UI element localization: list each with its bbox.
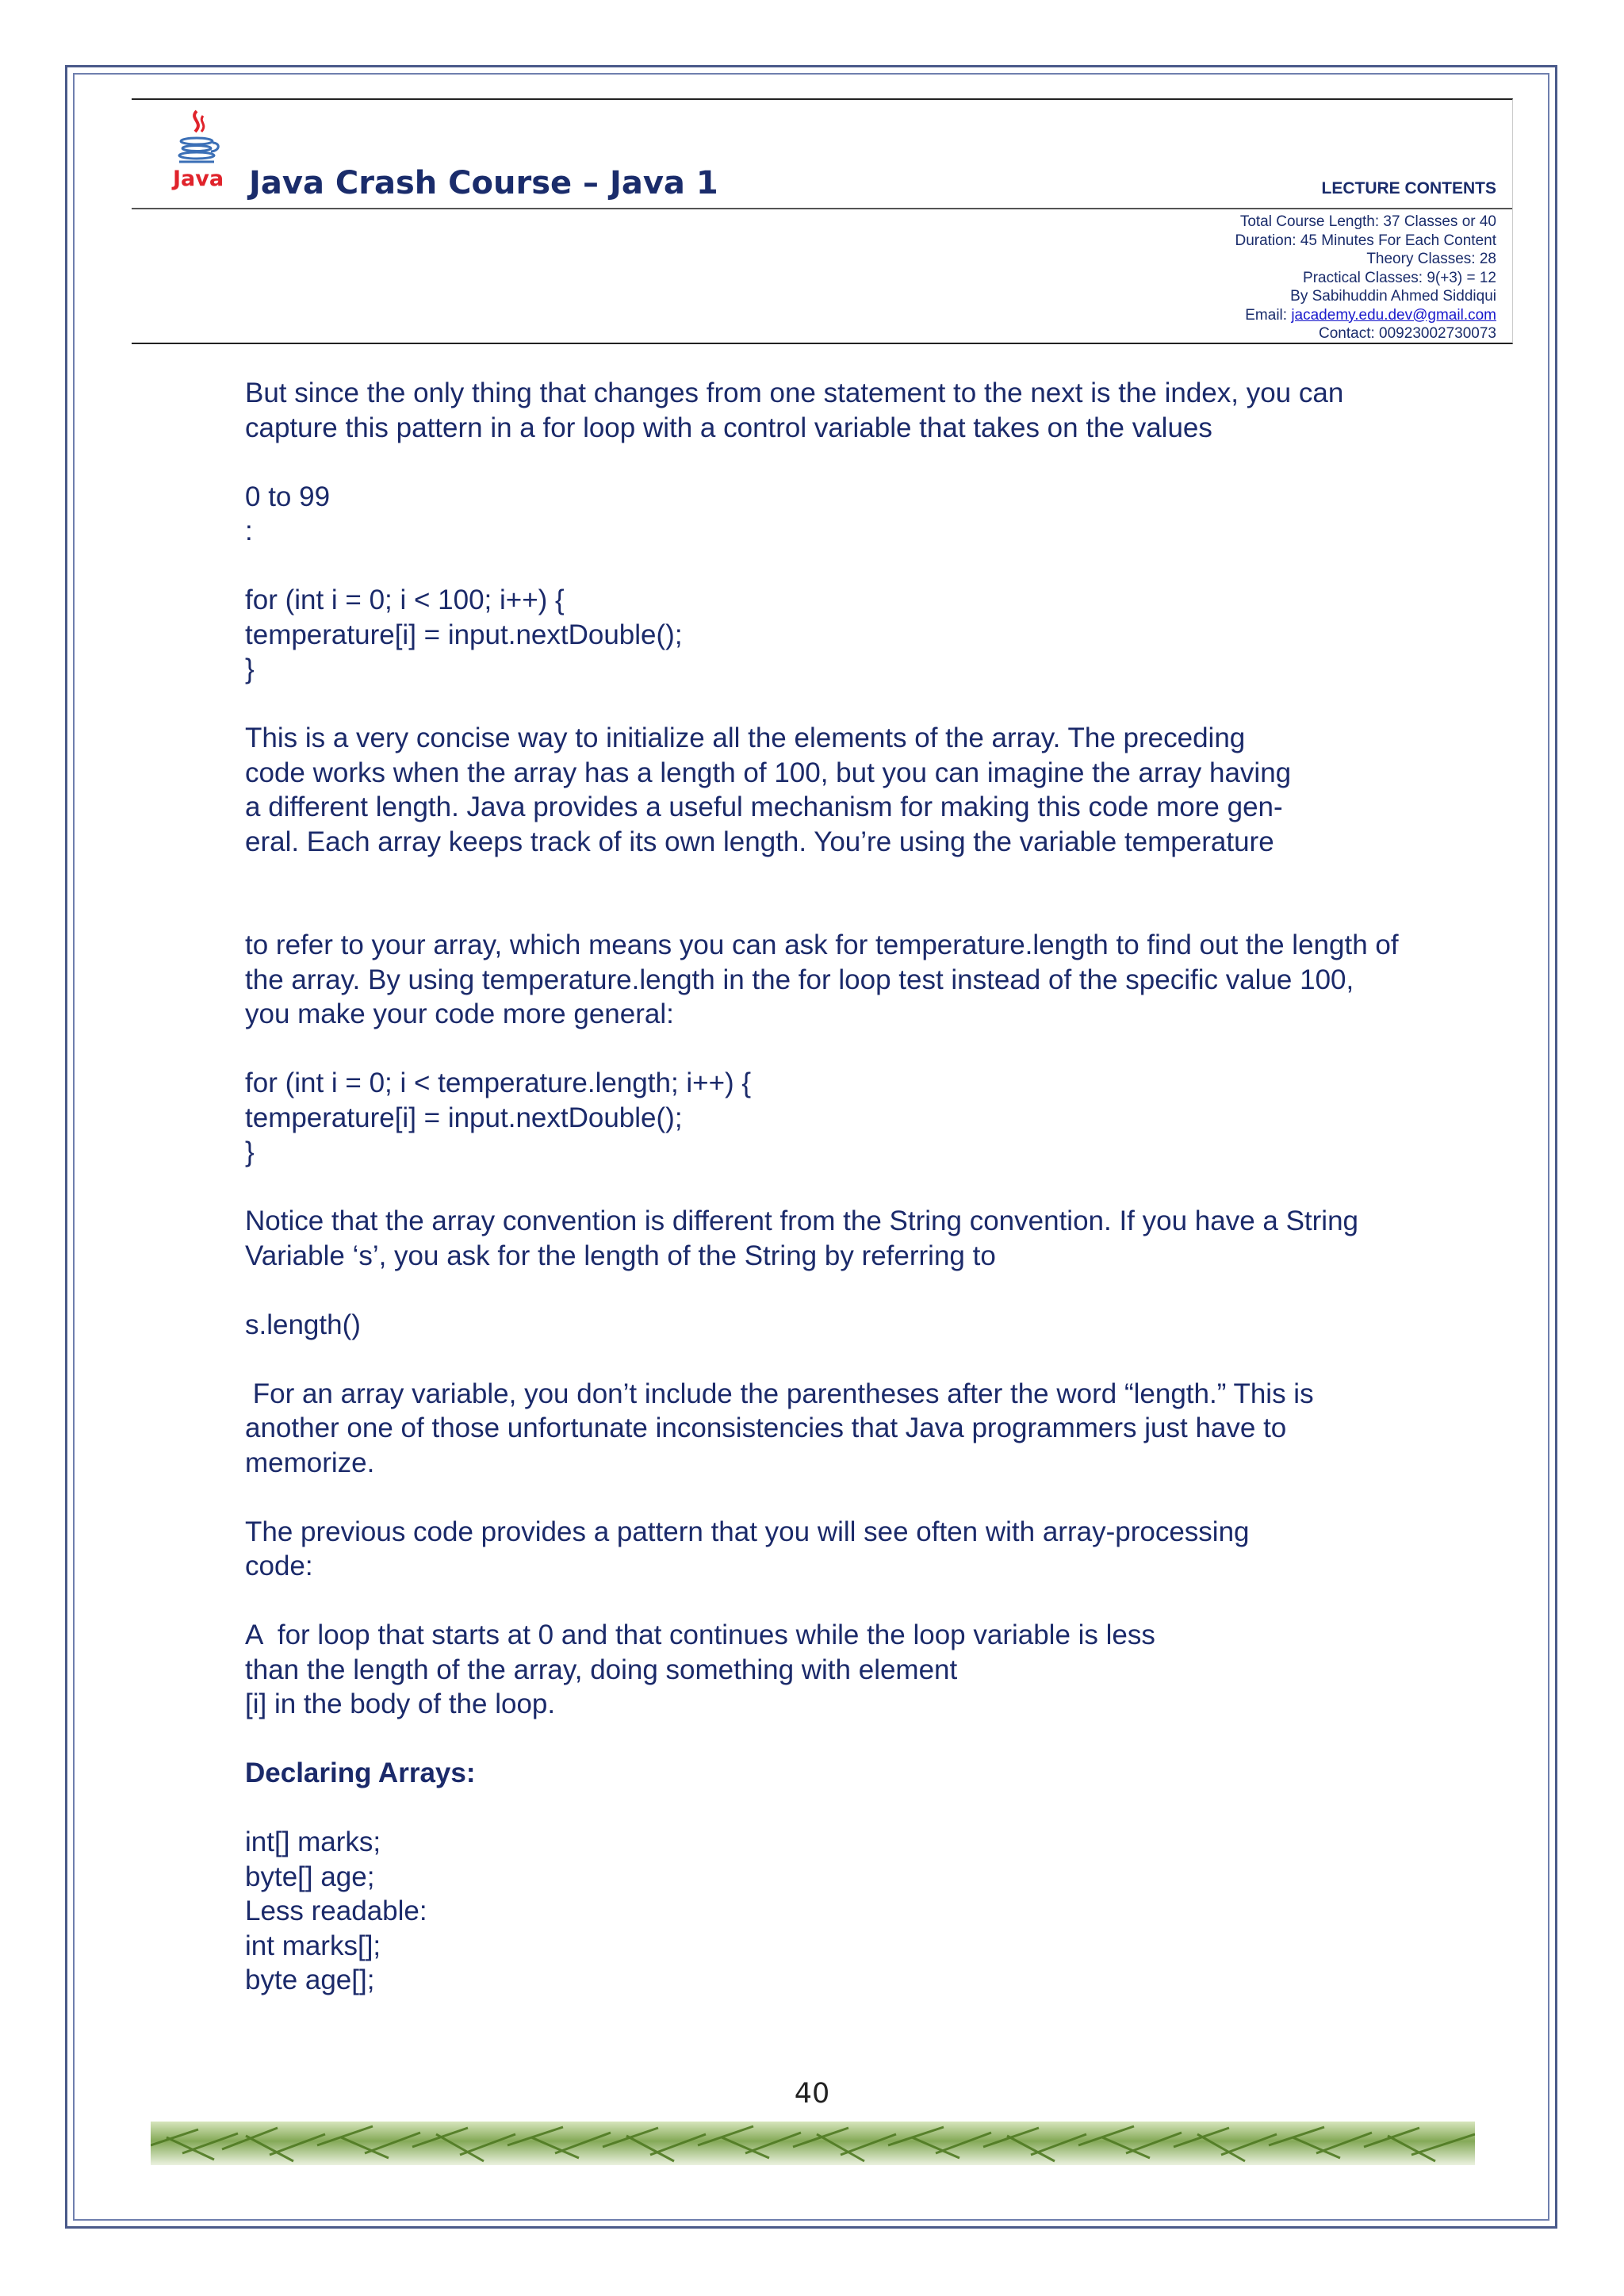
practical-classes: Practical Classes: 9(+3) = 12 — [1303, 269, 1496, 286]
java-logo — [170, 108, 227, 200]
section-heading: Declaring Arrays: — [245, 1757, 476, 1788]
email-label: Email: — [1245, 306, 1292, 324]
paragraph-line: But since the only thing that changes from one statement to the next is the index, you can — [245, 378, 1344, 408]
paragraph-line: memorize. — [245, 1447, 375, 1478]
theory-classes: Theory Classes: 28 — [1366, 251, 1496, 267]
paragraph-line: This is a very concise way to initialize all the elements of the array. The preceding — [245, 723, 1246, 753]
paragraph-line: another one of those unfortunate inconsistencies that Java programmers just have to — [245, 1412, 1287, 1443]
email-link[interactable]: jacademy.edu.dev@gmail.com — [1291, 306, 1496, 324]
paragraph-line: code: — [245, 1550, 313, 1581]
paragraph-line: the array. By using temperature.length in the for loop test instead of the specific value 100, — [245, 964, 1354, 995]
contact: Contact: 00923002730073 — [1319, 325, 1496, 342]
email-line — [1235, 306, 1496, 325]
header-divider — [132, 208, 1512, 209]
paragraph-line: Variable ‘s’, you ask for the length of the String by referring to — [245, 1240, 996, 1271]
paragraph-line: a different length. Java provides a useful mechanism for making this code more gen- — [245, 792, 1283, 822]
paragraph-line: : — [245, 516, 253, 546]
duration: Duration: 45 Minutes For Each Content — [1235, 232, 1496, 249]
decorative-foliage-footer — [151, 2106, 1475, 2181]
lecture-contents-label: LECTURE CONTENTS — [1321, 179, 1496, 197]
code-line: } — [245, 1137, 255, 1167]
code-line: for (int i = 0; i < 100; i++) { — [245, 585, 565, 615]
page-number: 40 — [794, 2078, 830, 2110]
code-line: int marks[]; — [245, 1930, 381, 1961]
code-line: byte age[]; — [245, 1964, 375, 1995]
code-line: } — [245, 654, 255, 684]
paragraph-line: capture this pattern in a for loop with a control variable that takes on the values — [245, 412, 1212, 443]
logo-wordmark: Java — [172, 167, 224, 191]
course-title: Java Crash Course – Java 1 — [249, 165, 718, 201]
paragraph-line: code works when the array has a length of 100, but you can imagine the array having — [245, 757, 1292, 788]
author: By Sabihuddin Ahmed Siddiqui — [1290, 288, 1496, 305]
code-line: int[] marks; — [245, 1826, 381, 1857]
paragraph-line: to refer to your array, which means you can ask for temperature.length to find out the length of — [245, 930, 1399, 960]
code-line: byte[] age; — [245, 1861, 375, 1892]
course-info — [1235, 213, 1496, 343]
code-line: temperature[i] = input.nextDouble(); — [245, 1102, 683, 1133]
paragraph-line: Notice that the array convention is different from the String convention. If you have a String — [245, 1205, 1359, 1236]
coffee-cup-icon — [170, 108, 227, 167]
paragraph-line: [i] in the body of the loop. — [245, 1688, 556, 1719]
paragraph-line: Less readable: — [245, 1895, 427, 1926]
paragraph-line: than the length of the array, doing something with element — [245, 1654, 958, 1685]
lecture-body — [245, 376, 1545, 1998]
code-line: for (int i = 0; i < temperature.length; i++) { — [245, 1068, 752, 1098]
total-course-length: Total Course Length: 37 Classes or 40 — [1239, 213, 1496, 230]
code-line: s.length() — [245, 1309, 361, 1340]
document-header — [132, 98, 1513, 344]
paragraph-line: A for loop that starts at 0 and that continues while the loop variable is less — [245, 1619, 1155, 1650]
paragraph-line: 0 to 99 — [245, 481, 331, 512]
paragraph-line: you make your code more general: — [245, 999, 674, 1029]
paragraph-line: For an array variable, you don’t include the parentheses after the word “length.” This is — [245, 1378, 1314, 1409]
paragraph-line: The previous code provides a pattern that you will see often with array-processing — [245, 1516, 1250, 1547]
paragraph-line: eral. Each array keeps track of its own length. You’re using the variable temperature — [245, 826, 1274, 857]
code-line: temperature[i] = input.nextDouble(); — [245, 619, 683, 650]
